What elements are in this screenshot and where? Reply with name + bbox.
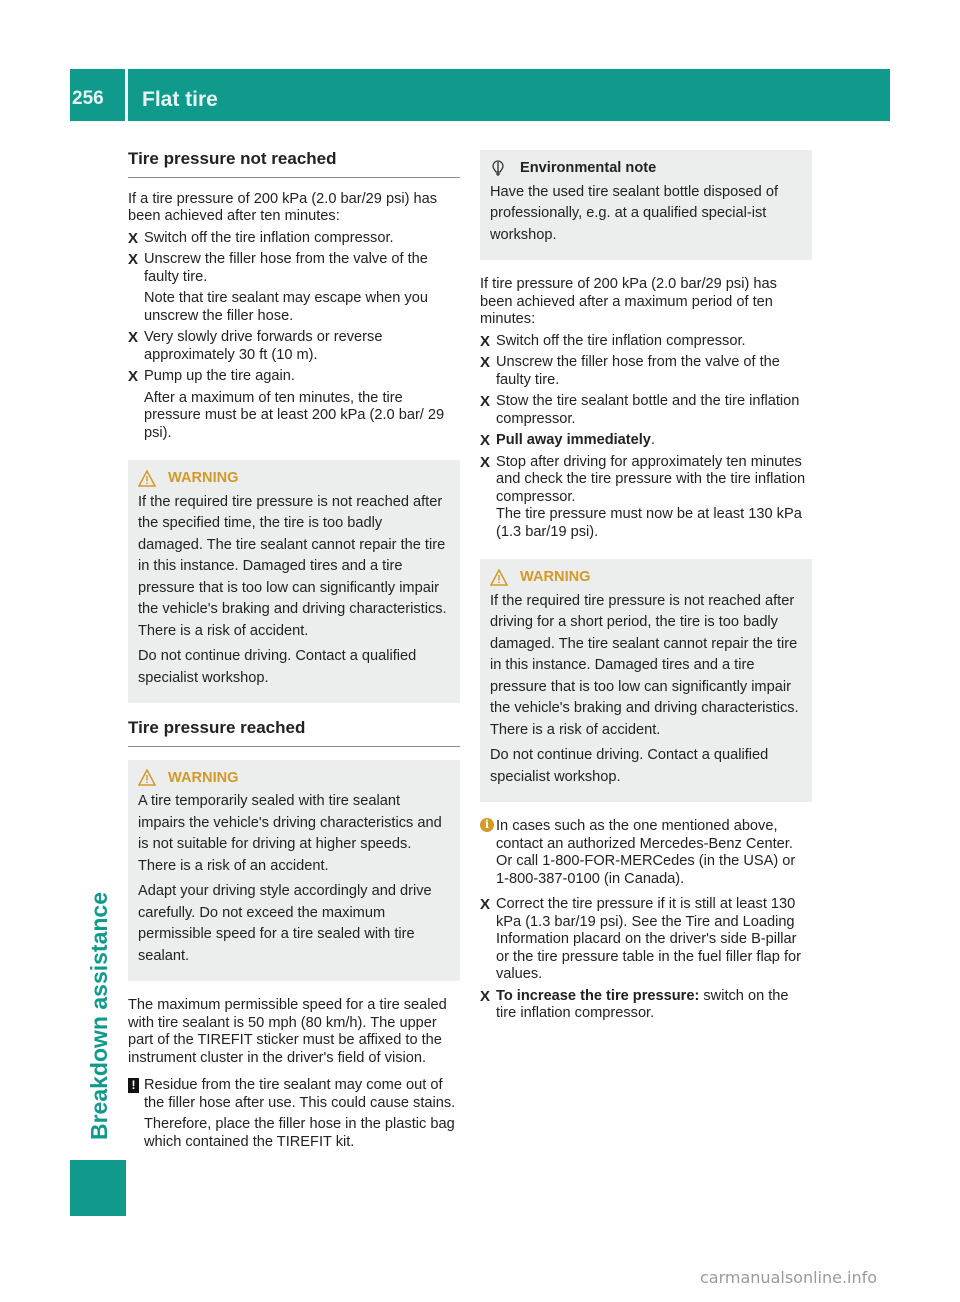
environment-note-title: Environmental note xyxy=(520,160,657,176)
exclamation-icon: ! xyxy=(128,1078,139,1093)
step-text: Switch off the tire inflation compressor. xyxy=(496,332,746,349)
warning-text: Do not continue driving. Contact a qualified specialist workshop. xyxy=(490,747,769,785)
step xyxy=(480,393,812,428)
environment-note-text: Have the used tire sealant bottle disposed of professionally, e.g. at a qualified special-ist workshop. xyxy=(490,183,779,243)
intro-not-reached: If a tire pressure of 200 kPa (2.0 bar/29 psi) has been achieved after ten minutes: xyxy=(128,190,438,224)
header-divider xyxy=(125,69,128,121)
warning-title: WARNING xyxy=(520,569,591,585)
speed-text: The maximum permissible speed for a tire sealed with tire sealant is 50 mph (80 km/h). The upper part of the TIREFIT sticker must be affixed to the instrument cluster in the driver's field of vision. xyxy=(128,997,447,1066)
warning-box xyxy=(480,559,812,802)
step-bold-text: To increase the tire pressure: xyxy=(496,987,700,1004)
heading-not-reached: Tire pressure not reached xyxy=(128,150,460,178)
warning-box xyxy=(128,460,460,703)
step-text: Stow the tire sealant bottle and the tire inflation compressor. xyxy=(496,393,800,427)
warning-box xyxy=(128,760,460,982)
step-text: Correct the tire pressure if it is still at least 130 kPa (1.3 bar/19 psi). See the Tire and Loading Information placard on the driver's side B-pillar or the tire pressure table in the fuel filler flap for values. xyxy=(496,896,802,982)
hint-text: Therefore, place the filler hose in the plastic bag which contained the TIREFIT kit. xyxy=(144,1116,455,1150)
step-marker-icon: X xyxy=(480,987,491,1005)
environment-note-box xyxy=(480,150,812,260)
step-text: . xyxy=(650,432,655,448)
warning-text: If the required tire pressure is not reached after driving for a short period, the tire is too badly damaged. The tire sealant cannot repair the tire in this instance. Damaged tires and a tire pressure that is too low can significantly impair the vehicle's braking and driving characteristics. There is a risk of accident. xyxy=(490,592,799,738)
warning-icon xyxy=(138,470,168,488)
left-column xyxy=(128,150,460,1159)
hint-text: Residue from the tire sealant may come out of the filler hose after use. This could cause stains. xyxy=(144,1077,456,1111)
step-marker-icon: X xyxy=(128,229,139,247)
step-marker-icon: X xyxy=(128,251,139,268)
warning-icon xyxy=(138,769,168,787)
step xyxy=(480,432,812,450)
step-note: Note that tire sealant may escape when you unscrew the filler hose. xyxy=(144,290,428,324)
side-tab-label: Breakdown assistance xyxy=(86,891,112,1140)
step-text: Very slowly drive forwards or reverse approximately 30 ft (10 m). xyxy=(144,329,383,363)
chapter-title: Flat tire xyxy=(142,88,218,111)
step-marker-icon: X xyxy=(480,393,491,410)
step xyxy=(480,454,812,542)
step xyxy=(480,988,812,1023)
intro-reached: If tire pressure of 200 kPa (2.0 bar/29 psi) has been achieved after a maximum period of ten minutes: xyxy=(480,276,777,327)
side-tab-block xyxy=(70,1160,126,1216)
step xyxy=(480,354,812,389)
environment-note-header xyxy=(490,158,802,180)
step-text: Stop after driving for approximately ten minutes and check the tire pressure with the tire inflation compressor. xyxy=(496,453,806,505)
warning-text: Do not continue driving. Contact a qualified specialist workshop. xyxy=(138,648,417,686)
warning-text: A tire temporarily sealed with tire sealant impairs the vehicle's driving characteristics and is not suitable for driving at higher speeds. There is a risk of an accident. xyxy=(138,793,442,874)
step xyxy=(480,333,812,351)
step xyxy=(480,896,812,984)
right-column xyxy=(480,150,812,1027)
info-text: In cases such as the one mentioned above, contact an authorized Mercedes-Benz Center. Or call 1-800-FOR-MERCedes (in the USA) or 1-800-387-0100 (in Canada). xyxy=(496,818,796,887)
warning-header xyxy=(138,468,450,490)
warning-title: WARNING xyxy=(168,470,239,486)
warning-title: WARNING xyxy=(168,769,239,786)
step-bold-text: Pull away immediately xyxy=(496,432,651,448)
step-marker-icon: X xyxy=(128,329,139,346)
step-marker-icon: X xyxy=(480,354,491,371)
warning-icon xyxy=(490,569,520,587)
step-text: Pump up the tire again. xyxy=(144,368,295,384)
step xyxy=(128,329,460,364)
page-number: 256 xyxy=(72,88,104,109)
warning-text: If the required tire pressure is not reached after the specified time, the tire is too badly damaged. The tire sealant cannot repair the tire in this instance. Damaged tires and a tire pressure that is too low can significantly impair the vehicle's braking and driving characteristics. There is a risk of accident. xyxy=(138,493,447,639)
step xyxy=(128,368,460,442)
step-note: After a maximum of ten minutes, the tire pressure must be at least 200 kPa (2.0 bar/ 29 psi). xyxy=(144,389,445,441)
step xyxy=(128,251,460,325)
info-hint xyxy=(480,818,812,888)
watermark: carmanualsonline.info xyxy=(700,1268,878,1287)
step-marker-icon: X xyxy=(480,432,491,449)
step-marker-icon: X xyxy=(480,896,491,913)
step-text: Unscrew the filler hose from the valve of the faulty tire. xyxy=(144,251,428,285)
step-marker-icon: X xyxy=(480,332,491,350)
step-note: The tire pressure must now be at least 130 kPa (1.3 bar/19 psi). xyxy=(496,506,802,540)
warning-header xyxy=(490,567,802,589)
warning-text: Adapt your driving style accordingly and drive carefully. Do not exceed the maximum permissible speed for a tire sealed with tire sealant. xyxy=(138,883,432,964)
step-text: Unscrew the filler hose from the valve of the faulty tire. xyxy=(496,354,780,388)
hint xyxy=(128,1077,460,1151)
step-marker-icon: X xyxy=(480,453,491,471)
info-icon: i xyxy=(480,818,494,832)
step-text: switch on the tire inflation compressor. xyxy=(496,987,789,1021)
step-marker-icon: X xyxy=(128,368,139,385)
heading-reached: Tire pressure reached xyxy=(128,719,460,747)
lightbulb-icon xyxy=(490,160,520,178)
warning-header xyxy=(138,768,450,790)
step-text: Switch off the tire inflation compressor. xyxy=(144,229,394,246)
step xyxy=(128,230,460,248)
